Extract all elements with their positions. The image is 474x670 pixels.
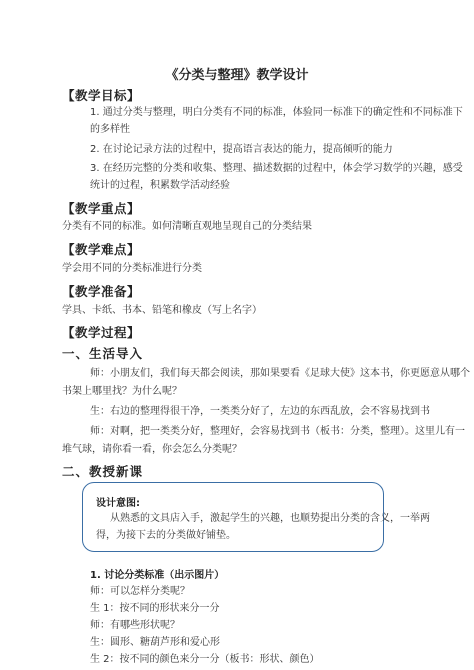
dialogue-line-3: 师：有哪些形状呢？: [90, 620, 180, 631]
objective-item-1-line-1: 1. 通过分类与整理，明白分类有不同的标准，体验同一标准下的确定性和不同标准下: [90, 107, 463, 118]
process-heading: 【教学过程】: [62, 325, 141, 340]
process-paragraph-3-line-2: 堆气球，请你看一看，你会怎么分类呢？: [62, 444, 242, 455]
objective-item-3-line-2: 统计的过程，积累数学活动经验: [90, 180, 230, 191]
design-intent-title: 设计意图:: [96, 498, 140, 509]
objective-item-3-line-1: 3. 在经历完整的分类和收集、整理、描述数据的过程中，体会学习数学的兴趣，感受: [90, 163, 463, 174]
preparation-heading: 【教学准备】: [62, 284, 141, 299]
dialogue-line-5: 生 2：按不同的颜色来分一分（板书：形状、颜色）: [90, 654, 320, 665]
process-paragraph-3-line-1: 师：对啊，把一类类分好，整理好，会容易找到书（板书：分类，整理）。这里儿有一: [90, 426, 465, 437]
document-title: 《分类与整理》教学设计: [165, 68, 309, 83]
difficulties-text: 学会用不同的分类标准进行分类: [62, 263, 202, 274]
dialogue-line-2: 生 1：按不同的形状来分一分: [90, 603, 220, 614]
section-2-heading: 二、教授新课: [62, 464, 144, 479]
objective-item-2: 2. 在讨论记录方法的过程中，提高语言表达的能力，提高倾听的能力: [90, 144, 393, 155]
dialogue-line-4: 生：圆形、糖葫芦形和爱心形: [90, 637, 220, 648]
discussion-subheading: 1. 讨论分类标准（出示图片）: [90, 570, 225, 581]
design-intent-line-2: 得，为接下去的分类做好铺垫。: [96, 530, 236, 541]
objective-item-1-line-2: 的多样性: [90, 124, 130, 135]
key-points-heading: 【教学重点】: [62, 201, 141, 216]
section-1-heading: 一、生活导入: [62, 346, 144, 361]
preparation-text: 学具、卡纸、书本、铅笔和橡皮（写上名字）: [62, 305, 262, 316]
process-paragraph-1-line-1: 师：小朋友们，我们每天都会阅读，那如果要看《足球大使》这本书，你更愿意从哪个: [90, 368, 470, 379]
design-intent-line-1: 从熟悉的文具店入手，激起学生的兴趣，也顺势提出分类的含义，一举两: [110, 513, 430, 524]
process-paragraph-1-line-2: 书架上哪里找？为什么呢？: [62, 386, 182, 397]
dialogue-line-1: 师：可以怎样分类呢？: [90, 586, 190, 597]
objectives-heading: 【教学目标】: [62, 88, 141, 103]
difficulties-heading: 【教学难点】: [62, 242, 141, 257]
key-points-text: 分类有不同的标准。如何清晰直观地呈现自己的分类结果: [62, 221, 312, 232]
process-paragraph-2-display: 生：右边的整理得很干净，一类类分好了，左边的东西乱放，会不容易找到书: [90, 406, 430, 417]
